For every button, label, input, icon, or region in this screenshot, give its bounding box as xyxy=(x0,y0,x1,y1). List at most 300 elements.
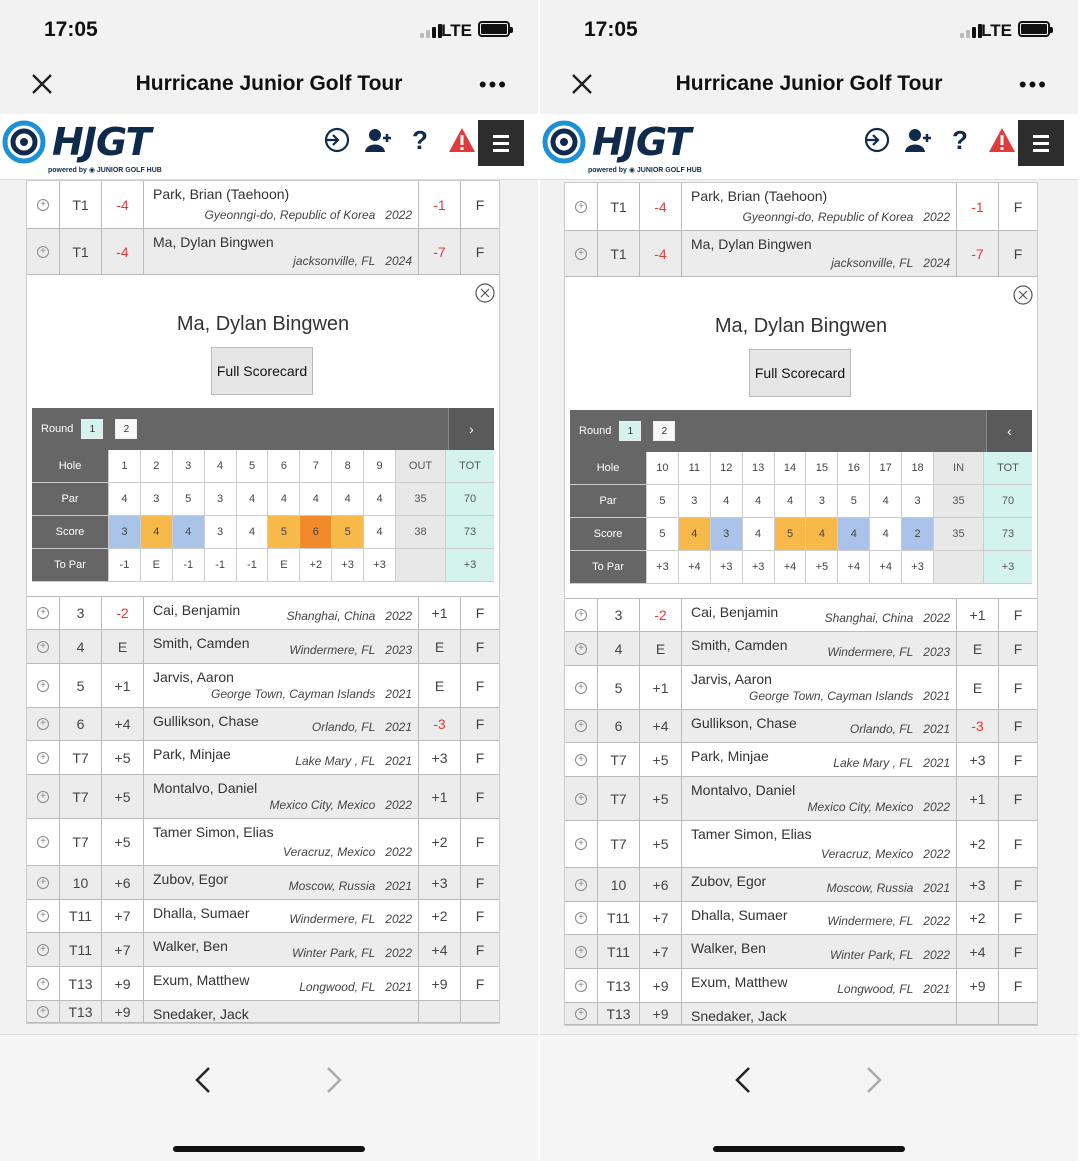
leaderboard-row[interactable] xyxy=(27,775,499,819)
player-name[interactable]: Tamer Simon, Elias xyxy=(691,826,812,842)
leaderboard-row[interactable] xyxy=(565,1003,1037,1025)
player-cell[interactable] xyxy=(682,1003,957,1024)
scorecard-cell: +4 xyxy=(838,551,870,583)
leaderboard-row[interactable] xyxy=(565,231,1037,277)
player-cell[interactable] xyxy=(682,868,957,901)
close-circle-icon[interactable] xyxy=(475,283,495,303)
scorecard-cell: 4 xyxy=(237,516,269,548)
player-name[interactable]: Jarvis, Aaron xyxy=(153,669,234,685)
round-score-cell xyxy=(957,1003,999,1024)
to-par-cell: -2 xyxy=(640,599,682,631)
round-score-cell: +9 xyxy=(957,969,999,1002)
plus-circle-icon: + xyxy=(37,791,49,803)
expand-row-button[interactable] xyxy=(565,743,598,776)
scorecard-cell: 4 xyxy=(268,483,300,515)
scorecard-cell: 5 xyxy=(647,485,679,517)
player-name[interactable]: Park, Minjae xyxy=(153,746,231,762)
scorecard-subtotal: IN xyxy=(934,452,984,484)
location-text: Moscow, Russia xyxy=(288,879,376,893)
back-arrow-icon[interactable] xyxy=(733,1065,753,1095)
to-par-cell: +7 xyxy=(640,935,682,968)
leaderboard-row[interactable] xyxy=(565,710,1037,743)
page-title: Hurricane Junior Golf Tour xyxy=(675,72,943,95)
battery-icon xyxy=(1018,21,1050,37)
round-score-cell: -7 xyxy=(957,231,999,276)
leaderboard-row[interactable] xyxy=(565,632,1037,666)
plus-circle-icon: + xyxy=(37,641,49,653)
to-par-cell: -4 xyxy=(102,181,144,228)
scorecard-cell: 4 xyxy=(870,518,902,550)
to-par-cell: +5 xyxy=(102,819,144,865)
leaderboard-row[interactable] xyxy=(27,708,499,741)
player-name[interactable]: Montalvo, Daniel xyxy=(153,780,258,796)
hjgt-logo[interactable] xyxy=(2,120,162,174)
browser-toolbar xyxy=(0,1034,538,1161)
round-score-cell: +1 xyxy=(419,775,461,818)
prev-nine-chevron-icon[interactable]: ‹ xyxy=(986,410,1032,452)
round-tab-2[interactable]: 2 xyxy=(653,421,675,441)
player-name[interactable]: Park, Brian (Taehoon) xyxy=(691,188,828,204)
location-text: Gyeonngi-do, Republic of Korea xyxy=(204,208,376,222)
player-name[interactable]: Gullikson, Chase xyxy=(153,713,259,729)
plus-circle-icon: + xyxy=(575,609,587,621)
home-indicator xyxy=(173,1146,365,1152)
round-score-cell: +2 xyxy=(419,819,461,865)
player-cell[interactable] xyxy=(144,775,419,818)
expand-row-button[interactable] xyxy=(27,181,60,228)
leaderboard-row[interactable] xyxy=(27,741,499,775)
player-name[interactable]: Tamer Simon, Elias xyxy=(153,824,274,840)
grad-year: 2022 xyxy=(923,210,950,224)
leaderboard-row[interactable] xyxy=(27,900,499,933)
player-cell[interactable] xyxy=(682,743,957,776)
alert-icon[interactable] xyxy=(988,126,1016,154)
home-indicator xyxy=(713,1146,905,1152)
scorecard-cell: 5 xyxy=(775,518,807,550)
location-text: Windermere, FL xyxy=(827,914,914,928)
browser-toolbar xyxy=(540,1034,1078,1161)
player-name[interactable]: Dhalla, Sumaer xyxy=(691,907,788,923)
player-cell[interactable] xyxy=(144,819,419,865)
forward-arrow-icon[interactable] xyxy=(324,1065,344,1095)
location-text: Winter Park, FL xyxy=(830,948,914,962)
plus-circle-icon: + xyxy=(575,720,587,732)
status-bar xyxy=(540,0,1078,58)
leaderboard-row[interactable] xyxy=(27,866,499,900)
round-score-cell: +9 xyxy=(419,967,461,1000)
scorecard-cell: 4 xyxy=(679,518,711,550)
scorecard-cell: 2 xyxy=(141,450,173,482)
player-location xyxy=(827,881,950,895)
scorecard-cell: 8 xyxy=(332,450,364,482)
scorecard-subtotal: 35 xyxy=(396,483,446,515)
position-cell: 6 xyxy=(60,708,102,740)
leaderboard-row[interactable] xyxy=(565,183,1037,231)
scorecard-cell: +3 xyxy=(364,549,396,581)
expand-row-button[interactable] xyxy=(565,599,598,631)
scorecard-subtotal: 35 xyxy=(934,518,984,550)
scorecard-row-holes xyxy=(32,450,494,483)
location-text: Veracruz, Mexico xyxy=(821,847,914,861)
round-tab-2[interactable]: 2 xyxy=(115,419,137,439)
player-cell[interactable] xyxy=(144,630,419,663)
player-name[interactable]: Montalvo, Daniel xyxy=(691,782,796,798)
scorecard-cell: 11 xyxy=(679,452,711,484)
scorecard-cell: +4 xyxy=(775,551,807,583)
leaderboard-row[interactable] xyxy=(27,664,499,708)
signal-icon xyxy=(960,24,982,38)
expand-row-button[interactable] xyxy=(27,819,60,865)
hamburger-menu-icon[interactable] xyxy=(478,120,524,166)
site-header xyxy=(0,114,538,180)
leaderboard-row[interactable] xyxy=(565,743,1037,777)
back-arrow-icon[interactable] xyxy=(193,1065,213,1095)
scorecard-total: TOT xyxy=(446,450,494,482)
player-name[interactable]: Park, Brian (Taehoon) xyxy=(153,186,290,202)
player-location xyxy=(827,914,950,928)
to-par-cell: +1 xyxy=(640,666,682,709)
to-par-cell: -4 xyxy=(102,229,144,274)
player-cell[interactable] xyxy=(144,597,419,629)
scorecard-total: 73 xyxy=(446,516,494,548)
player-cell[interactable] xyxy=(682,969,957,1002)
player-name[interactable]: Jarvis, Aaron xyxy=(691,671,772,687)
player-name[interactable]: Walker, Ben xyxy=(691,940,766,956)
player-location xyxy=(825,611,950,625)
location-text: Windermere, FL xyxy=(289,643,376,657)
location-text: Mexico City, Mexico xyxy=(807,800,914,814)
scorecard-cell: +3 xyxy=(743,551,775,583)
player-cell[interactable] xyxy=(144,181,419,228)
player-cell[interactable] xyxy=(144,1001,419,1022)
more-options-icon[interactable]: ••• xyxy=(1018,72,1048,97)
position-cell: T7 xyxy=(598,777,640,820)
grad-year: 2021 xyxy=(923,756,950,770)
player-cell[interactable] xyxy=(144,708,419,740)
grad-year: 2021 xyxy=(385,687,412,701)
browser-nav-bar xyxy=(0,58,538,114)
player-location xyxy=(295,754,412,768)
player-cell[interactable] xyxy=(682,710,957,742)
player-location xyxy=(831,256,950,270)
forward-arrow-icon[interactable] xyxy=(864,1065,884,1095)
player-cell[interactable] xyxy=(682,632,957,665)
position-cell: T11 xyxy=(598,902,640,934)
scorecard-cell: 16 xyxy=(838,452,870,484)
help-icon[interactable]: ? xyxy=(952,124,968,155)
to-par-cell: -2 xyxy=(102,597,144,629)
leaderboard-row[interactable] xyxy=(27,229,499,275)
round-score-cell: +1 xyxy=(957,777,999,820)
scorecard-cell: 9 xyxy=(364,450,396,482)
scorecard-cell: 4 xyxy=(743,485,775,517)
leaderboard-row[interactable] xyxy=(565,599,1037,632)
grad-year: 2022 xyxy=(385,798,412,812)
status-cell: F xyxy=(1013,910,1023,926)
player-name[interactable]: Walker, Ben xyxy=(153,938,228,954)
status-cell: F xyxy=(1013,977,1023,994)
leaderboard-row[interactable] xyxy=(27,597,499,630)
expand-row-button[interactable] xyxy=(27,967,60,1000)
player-cell[interactable] xyxy=(682,666,957,709)
round-score-cell: +2 xyxy=(957,821,999,867)
leaderboard-row[interactable] xyxy=(27,630,499,664)
to-par-cell: E xyxy=(102,630,144,663)
leaderboard-row[interactable] xyxy=(565,969,1037,1003)
close-circle-icon[interactable] xyxy=(1013,285,1033,305)
plus-circle-icon: + xyxy=(575,754,587,766)
player-name[interactable]: Zubov, Egor xyxy=(153,871,229,887)
player-cell[interactable] xyxy=(144,229,419,274)
status-cell: F xyxy=(1013,790,1023,807)
leaderboard-row[interactable] xyxy=(27,181,499,229)
round-score-cell: +4 xyxy=(419,933,461,966)
to-par-cell: +5 xyxy=(640,821,682,867)
player-name[interactable]: Cai, Benjamin xyxy=(153,602,241,618)
player-cell[interactable] xyxy=(682,821,957,867)
to-par-cell: +6 xyxy=(102,866,144,899)
position-cell: 10 xyxy=(598,868,640,901)
expand-row-button[interactable] xyxy=(27,664,60,707)
expand-row-button[interactable] xyxy=(27,866,60,899)
player-name[interactable]: Snedaker, Jack xyxy=(153,1006,249,1022)
location-text: Lake Mary , FL xyxy=(833,756,914,770)
powered-by-text: powered by ◉ JUNIOR GOLF HUB xyxy=(48,167,162,174)
player-cell[interactable] xyxy=(682,599,957,631)
expand-row-button[interactable] xyxy=(565,666,598,709)
scorecard-cell: E xyxy=(268,549,300,581)
round-score-cell: +3 xyxy=(419,741,461,774)
scorecard-cell: 3 xyxy=(711,518,743,550)
player-name[interactable]: Exum, Matthew xyxy=(153,972,250,988)
player-name[interactable]: Park, Minjae xyxy=(691,748,769,764)
status-cell xyxy=(999,1003,1037,1024)
scorecard-cell: 10 xyxy=(647,452,679,484)
expand-row-button[interactable] xyxy=(565,632,598,665)
leaderboard-row[interactable] xyxy=(565,666,1037,710)
scorecard-round-bar xyxy=(570,410,1032,452)
scorecard-cell: 1 xyxy=(109,450,141,482)
player-name[interactable]: Zubov, Egor xyxy=(691,873,767,889)
help-icon[interactable]: ? xyxy=(412,124,428,155)
player-location xyxy=(833,756,950,770)
scorecard-cell: 4 xyxy=(743,518,775,550)
to-par-cell: +9 xyxy=(640,1003,682,1024)
leaderboard-row[interactable] xyxy=(565,935,1037,969)
status-cell: F xyxy=(1013,836,1023,852)
leaderboard-table xyxy=(26,180,500,1024)
scorecard-cell: 4 xyxy=(711,485,743,517)
scorecard-cell: 3 xyxy=(141,483,173,515)
browser-nav-bar xyxy=(540,58,1078,114)
expand-row-button[interactable] xyxy=(27,775,60,818)
round-label: Round xyxy=(579,425,612,437)
position-cell: T1 xyxy=(598,183,640,230)
scorecard-subtotal xyxy=(396,549,446,581)
position-cell: T11 xyxy=(60,900,102,932)
full-scorecard-button[interactable]: Full Scorecard xyxy=(211,347,313,395)
plus-circle-icon: + xyxy=(37,718,49,730)
scorecard-row-label: Score xyxy=(32,516,109,548)
player-location xyxy=(850,722,950,736)
login-icon[interactable] xyxy=(322,126,350,154)
leaderboard-row[interactable] xyxy=(565,902,1037,935)
status-cell: F xyxy=(1013,718,1023,734)
player-detail-panel xyxy=(565,277,1037,599)
grad-year: 2023 xyxy=(923,645,950,659)
leaderboard-row[interactable] xyxy=(27,819,499,866)
alert-icon[interactable] xyxy=(448,126,476,154)
expand-row-button[interactable] xyxy=(565,777,598,820)
round-score-cell: +2 xyxy=(419,900,461,932)
player-cell[interactable] xyxy=(144,664,419,707)
add-user-icon[interactable] xyxy=(364,126,392,154)
expand-row-button[interactable] xyxy=(565,868,598,901)
expand-row-button[interactable] xyxy=(27,1001,60,1022)
more-options-icon[interactable]: ••• xyxy=(478,72,508,97)
scorecard-cell: 3 xyxy=(679,485,711,517)
to-par-cell: +6 xyxy=(640,868,682,901)
player-cell[interactable] xyxy=(682,231,957,276)
round-tab-1[interactable]: 1 xyxy=(81,419,103,439)
to-par-cell: +4 xyxy=(102,708,144,740)
player-location xyxy=(749,689,950,703)
scorecard-total: +3 xyxy=(446,549,494,581)
expand-row-button[interactable] xyxy=(565,1003,598,1024)
location-text: George Town, Cayman Islands xyxy=(748,689,914,703)
expand-row-button[interactable] xyxy=(565,969,598,1002)
plus-circle-icon: + xyxy=(37,752,49,764)
to-par-cell: +9 xyxy=(102,967,144,1000)
leaderboard-row[interactable] xyxy=(565,777,1037,821)
player-cell[interactable] xyxy=(144,866,419,899)
battery-icon xyxy=(478,21,510,37)
status-cell: F xyxy=(475,941,485,958)
status-cell: F xyxy=(1013,245,1023,262)
player-cell[interactable] xyxy=(682,935,957,968)
position-cell: T11 xyxy=(60,933,102,966)
round-tab-1[interactable]: 1 xyxy=(619,421,641,441)
expand-row-button[interactable] xyxy=(565,710,598,742)
grad-year: 2024 xyxy=(385,254,412,268)
round-score-cell: E xyxy=(957,666,999,709)
player-cell[interactable] xyxy=(144,900,419,932)
location-text: Longwood, FL xyxy=(837,982,914,996)
player-cell[interactable] xyxy=(682,902,957,934)
player-cell[interactable] xyxy=(682,777,957,820)
grad-year: 2021 xyxy=(923,689,950,703)
grad-year: 2022 xyxy=(385,208,412,222)
expand-row-button[interactable] xyxy=(27,630,60,663)
network-label: LTE xyxy=(441,21,472,40)
leaderboard-row[interactable] xyxy=(565,868,1037,902)
player-name[interactable]: Snedaker, Jack xyxy=(691,1008,787,1024)
status-cell: F xyxy=(1013,640,1023,657)
player-detail-panel xyxy=(27,275,499,597)
status-cell xyxy=(461,1001,499,1022)
player-name[interactable]: Dhalla, Sumaer xyxy=(153,905,250,921)
plus-circle-icon: + xyxy=(575,682,587,694)
leaderboard-row[interactable] xyxy=(27,1001,499,1023)
round-score-cell: +3 xyxy=(957,743,999,776)
round-score-cell xyxy=(419,1001,461,1022)
expand-row-button[interactable] xyxy=(27,933,60,966)
position-cell: T13 xyxy=(598,1003,640,1024)
expand-row-button[interactable] xyxy=(565,231,598,276)
leaderboard-row[interactable] xyxy=(27,967,499,1001)
scorecard-cell: 2 xyxy=(902,518,934,550)
expand-row-button[interactable] xyxy=(565,821,598,867)
player-cell[interactable] xyxy=(144,967,419,1000)
location-text: jacksonville, FL xyxy=(831,256,914,270)
player-name[interactable]: Gullikson, Chase xyxy=(691,715,797,731)
scorecard-cell: E xyxy=(141,549,173,581)
player-name[interactable]: Ma, Dylan Bingwen xyxy=(691,236,812,252)
player-cell[interactable] xyxy=(144,933,419,966)
hurricane-swirl-icon xyxy=(2,120,46,164)
hamburger-menu-icon[interactable] xyxy=(1018,120,1064,166)
next-nine-chevron-icon[interactable]: › xyxy=(448,408,494,450)
grad-year: 2022 xyxy=(385,609,412,623)
leaderboard-row[interactable] xyxy=(27,933,499,967)
leaderboard-row[interactable] xyxy=(565,821,1037,868)
scorecard-subtotal: 38 xyxy=(396,516,446,548)
player-name[interactable]: Smith, Camden xyxy=(691,637,788,653)
position-cell: 10 xyxy=(60,866,102,899)
grad-year: 2024 xyxy=(923,256,950,270)
grad-year: 2022 xyxy=(923,948,950,962)
scorecard-subtotal xyxy=(934,551,984,583)
grad-year: 2021 xyxy=(385,879,412,893)
player-name[interactable]: Exum, Matthew xyxy=(691,974,788,990)
scorecard-row-score xyxy=(570,518,1032,551)
player-cell[interactable] xyxy=(682,183,957,230)
add-user-icon[interactable] xyxy=(904,126,932,154)
scorecard-row-holes xyxy=(570,452,1032,485)
player-name[interactable]: Ma, Dylan Bingwen xyxy=(153,234,274,250)
round-score-cell: E xyxy=(419,630,461,663)
status-cell: F xyxy=(475,716,485,732)
login-icon[interactable] xyxy=(862,126,890,154)
plus-circle-icon: + xyxy=(575,1008,587,1020)
expand-row-button[interactable] xyxy=(565,902,598,934)
player-location xyxy=(293,254,412,268)
expand-row-button[interactable] xyxy=(565,183,598,230)
player-name[interactable]: Smith, Camden xyxy=(153,635,250,651)
scorecard xyxy=(570,410,1032,584)
expand-row-button[interactable] xyxy=(565,935,598,968)
full-scorecard-button[interactable]: Full Scorecard xyxy=(749,349,851,397)
expand-row-button[interactable] xyxy=(27,900,60,932)
to-par-cell: +9 xyxy=(102,1001,144,1022)
status-cell: F xyxy=(1013,607,1023,623)
status-cell: F xyxy=(475,605,485,621)
player-name[interactable]: Cai, Benjamin xyxy=(691,604,779,620)
hjgt-logo[interactable] xyxy=(542,120,702,174)
expand-row-button[interactable] xyxy=(27,597,60,629)
expand-row-button[interactable] xyxy=(27,229,60,274)
scorecard-cell: +3 xyxy=(332,549,364,581)
to-par-cell: +9 xyxy=(640,969,682,1002)
location-text: Mexico City, Mexico xyxy=(269,798,376,812)
header-icons xyxy=(862,126,1016,154)
position-cell: T13 xyxy=(60,967,102,1000)
player-location xyxy=(283,845,412,859)
expand-row-button[interactable] xyxy=(27,708,60,740)
plus-circle-icon: + xyxy=(575,980,587,992)
player-cell[interactable] xyxy=(144,741,419,774)
expand-row-button[interactable] xyxy=(27,741,60,774)
